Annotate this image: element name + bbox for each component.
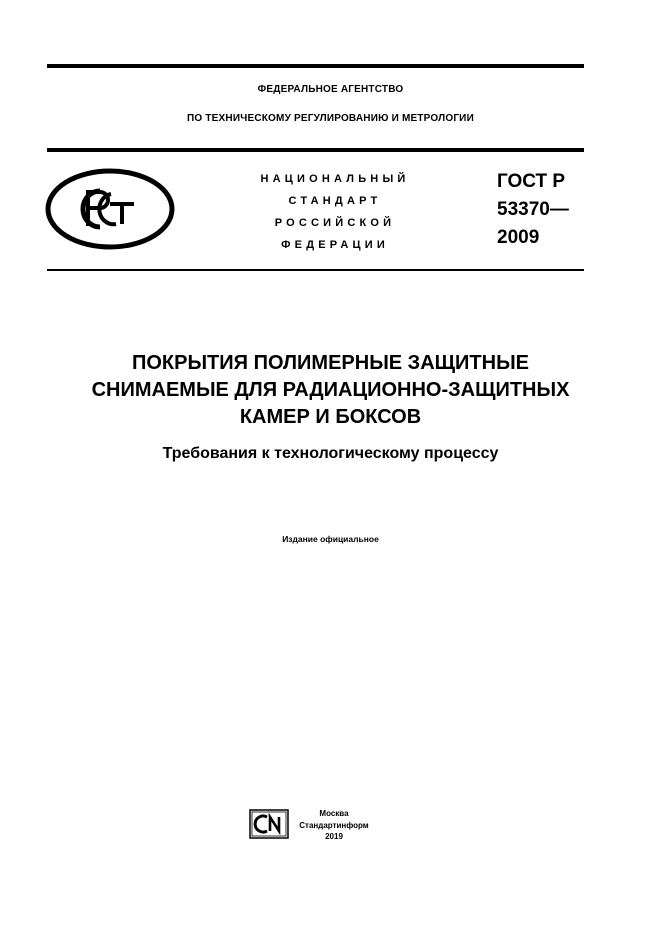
title-line-3: КАМЕР И БОКСОВ	[239, 406, 422, 428]
title-line-2: СНИМАЕМЫЕ ДЛЯ РАДИАЦИОННО-ЗАЩИТНЫХ	[91, 379, 570, 401]
publisher-imprint	[294, 808, 374, 843]
standard-code	[497, 168, 569, 252]
rst-conformity-mark-icon	[44, 166, 176, 252]
national-line-2: СТАНДАРТ	[288, 195, 382, 207]
standard-code-line-1: ГОСТ Р	[497, 171, 566, 192]
document-title	[0, 350, 661, 431]
publisher-year: 2019	[325, 832, 343, 841]
document-subtitle: Требования к технологическому процессу	[162, 445, 499, 462]
publisher-name: Стандартинформ	[299, 820, 369, 830]
agency-line-2: ПО ТЕХНИЧЕСКОМУ РЕГУЛИРОВАНИЮ И МЕТРОЛОГИИ	[187, 113, 474, 124]
national-standard-label	[230, 168, 440, 256]
national-line-4: ФЕДЕРАЦИИ	[281, 239, 389, 251]
standartinform-logo-icon	[249, 809, 289, 839]
edition-label: Издание официальное	[282, 534, 379, 544]
national-line-3: РОССИЙСКОЙ	[274, 217, 396, 229]
top-rule	[47, 64, 584, 68]
standard-code-line-3: 2009	[497, 227, 540, 248]
title-line-1: ПОКРЫТИЯ ПОЛИМЕРНЫЕ ЗАЩИТНЫЕ	[132, 352, 529, 374]
standard-block-rule	[47, 269, 584, 271]
publisher-city: Москва	[319, 809, 349, 818]
agency-line-1: ФЕДЕРАЛЬНОЕ АГЕНТСТВО	[257, 84, 404, 95]
national-line-1: НАЦИОНАЛЬНЫЙ	[260, 173, 410, 185]
standard-code-line-2: 53370—	[497, 199, 569, 220]
header-rule	[47, 148, 584, 152]
